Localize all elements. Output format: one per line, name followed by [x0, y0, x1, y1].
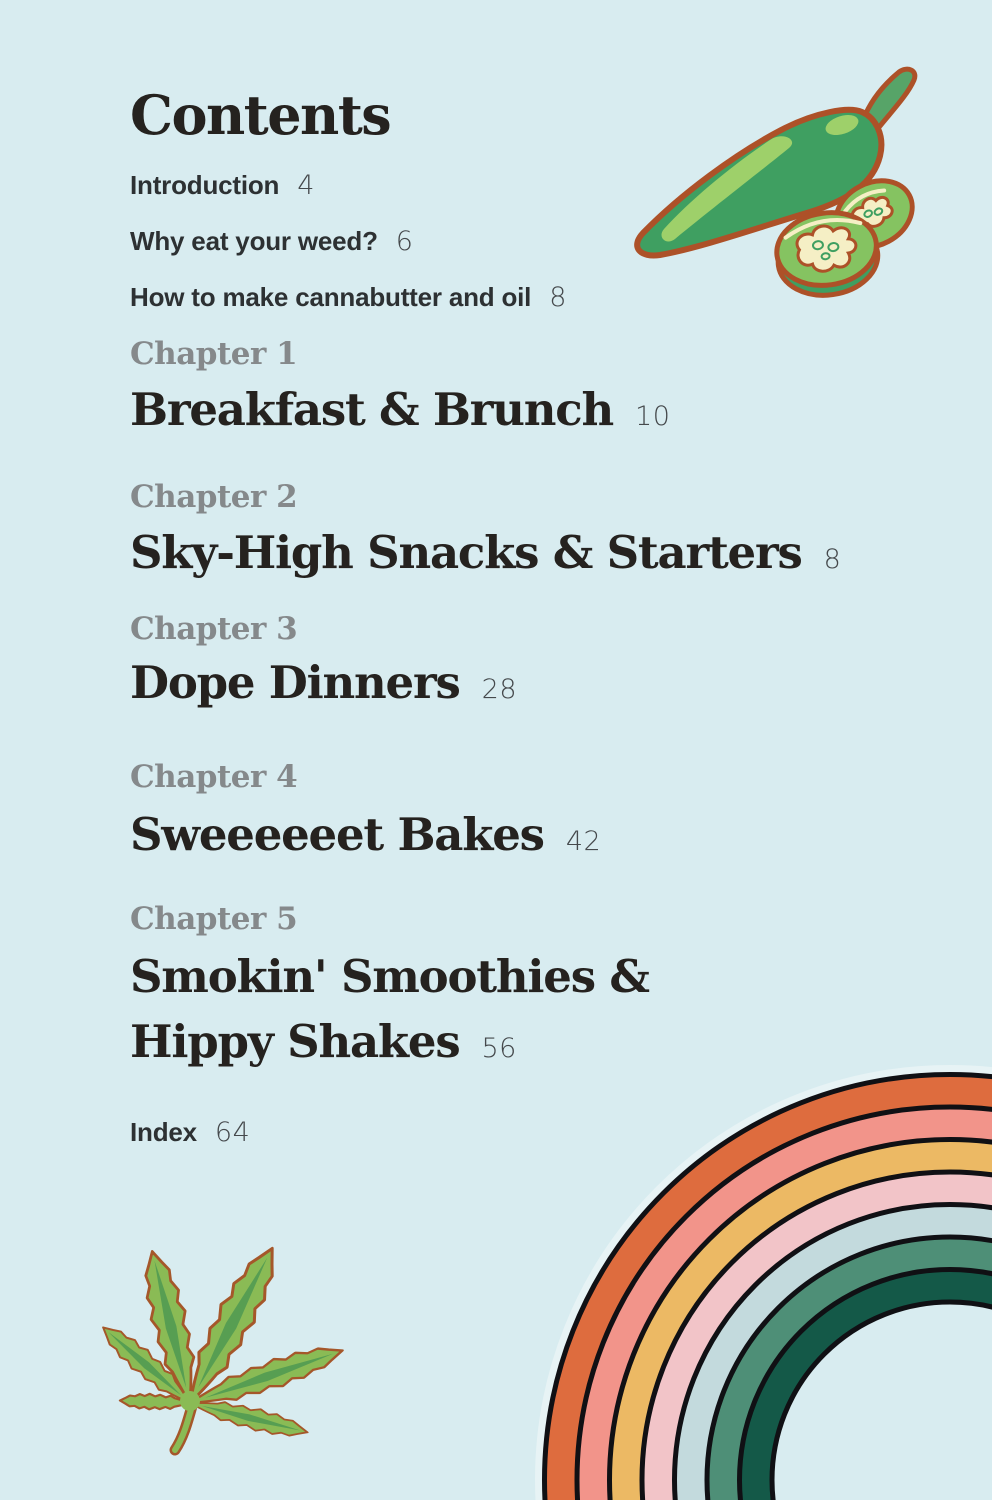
toc-entry-page-number: 6: [395, 226, 414, 257]
chapter-entry: [130, 656, 930, 709]
chapter-title: Sky-High Snacks & Starters: [130, 526, 802, 579]
toc-entry: [130, 282, 567, 313]
chapter-page-number: 28: [481, 674, 517, 705]
chapter-page-number: 42: [565, 826, 602, 857]
cannabis-leaf-illustration: [95, 1238, 345, 1478]
chapter-kicker: Chapter 4: [130, 759, 298, 795]
toc-entry-label: Introduction: [130, 170, 280, 200]
rainbow-bands: [541, 1071, 992, 1500]
chapter-page-number: 8: [823, 544, 842, 575]
chapter-kicker: Chapter 1: [130, 336, 298, 372]
chapter-page-number: 10: [635, 401, 671, 432]
toc-entry-page-number: 4: [297, 170, 315, 201]
toc-entry: [130, 1117, 250, 1148]
toc-entry-page-number: 64: [214, 1117, 251, 1148]
toc-entry-page-number: 8: [549, 282, 567, 313]
retro-rainbow-illustration: [500, 1055, 992, 1500]
chapter-entry: [130, 808, 930, 861]
chapter-title: Sweeeeeet Bakes: [130, 808, 544, 861]
chapter-kicker: Chapter 5: [130, 901, 298, 937]
chapter-entry: [130, 383, 930, 436]
toc-entry-label: Why eat your weed?: [130, 226, 378, 256]
chapter-title-line-2: Hippy Shakes: [130, 1015, 460, 1069]
chapter-title: Dope Dinners: [130, 656, 460, 709]
chapter-title-line-1: Smokin' Smoothies &: [130, 950, 649, 1003]
toc-entry-label: How to make cannabutter and oil: [130, 282, 532, 312]
page-title: Contents: [130, 83, 391, 147]
chapter-page-number: 56: [481, 1033, 517, 1065]
chapter-kicker: Chapter 3: [130, 611, 298, 647]
leaf-junction: [180, 1391, 200, 1411]
chapter-title: Breakfast & Brunch: [130, 383, 614, 436]
chapter-kicker: Chapter 2: [130, 479, 298, 515]
toc-entry: [130, 226, 413, 257]
jalapeno-pepper-illustration: [622, 56, 922, 311]
toc-entry: [130, 170, 315, 201]
chapter-entry: [130, 526, 930, 579]
toc-entry-label: Index: [130, 1117, 197, 1147]
